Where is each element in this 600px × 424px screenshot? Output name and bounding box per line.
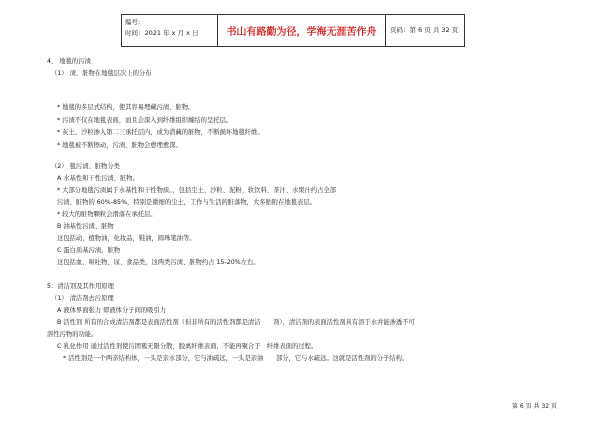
section-heading: 4、 地毯的污渍 [47, 58, 91, 65]
subsection-heading: （1） 清洁剂去污原理 [51, 295, 114, 302]
bullet-item: * 地毯的多层式结构，使其容易埋藏污渍、脏物。 [57, 104, 195, 111]
page-footer: 第 6 页 共 32 页 [512, 403, 557, 410]
paragraph-line: * 较大的脏物颗粒会滑落在承托层。 [57, 211, 157, 218]
paragraph-line: 这包括动、植物油，化妆品，鞋油，圆珠笔油等。 [57, 235, 196, 242]
paragraph-line: 这包括血、呕吐物、尿、食品类，这两类污渍、脏物约占 15-20%左右。 [57, 259, 260, 266]
paragraph-line: 溶性污物的功能。 [47, 331, 98, 338]
bullet-item: * 污渍不仅在地毯表面，而且会深入到纤维组织缠结的呈托层。 [57, 117, 233, 124]
page-info-cell [386, 15, 464, 46]
paragraph-line: A 水基性和干性污渍、脏物。 [57, 175, 139, 182]
page-header [121, 14, 465, 47]
paragraph-line: C 蛋白质基污渍，脏物 [57, 247, 121, 254]
number-label: 编号: [125, 18, 141, 26]
subsection-heading: （1） 渍、脏物在地毯层次上的分布 [51, 70, 152, 77]
paragraph-line: * 大部分地毯污渍属于水基性和干性物质。，包括尘土、沙粒、泥粉、软饮料、茶汁、水果汁约占全部 [57, 187, 337, 194]
subsection-heading: （2） 毯污渍、脏物分类 [51, 163, 120, 170]
header-meta-cell [122, 15, 218, 46]
paragraph-line: A 液体界面张力 即液体分子间的吸引力 [57, 307, 167, 314]
paragraph-line: B 油基性污渍、脏物 [57, 223, 114, 230]
time-label: 时间：2021 年 x 月 x 日 [125, 29, 199, 37]
paragraph-line: C 乳化作用 通过活性剂使污团簇无限分散，脱离纤维表面，不能再聚合于 纤维表面的过程。 [57, 343, 318, 350]
bullet-item: * 地毯被不断擦动，污渍、脏物会愈埋愈深。 [57, 142, 182, 149]
paragraph-line: 污渍、脏物的 60%-85%，特别是微细的尘土，工作与生活的脏落物，大多贴附在地毯表层。 [57, 199, 316, 206]
paragraph-line: B 活性剂 所有的合成清洁剂都是表面活性剂（但非所有的活性剂都是清洁 剂），清洁剂的表面活性剂具有溶于水并能渗透不可 [57, 319, 415, 326]
page-info: 页码：第 6 页 共 32 页 [390, 26, 459, 34]
section-heading: 5：清洁剂及其作用原理 [47, 283, 114, 290]
bullet-item: * 活性剂是一个两亲结构体，一头是亲水部分，它与油疏远，一头是亲油 部分，它与水疏远。这就是活性剂的分子结构。 [63, 355, 409, 362]
motto-cell [218, 15, 386, 46]
motto-text: 书山有路勤为径，学海无涯苦作舟 [226, 27, 377, 38]
bullet-item: * 灰土、沙粒渗入第二三承托层内，成为潜藏的脏物，不断损坏地毯纤维。 [57, 129, 264, 136]
